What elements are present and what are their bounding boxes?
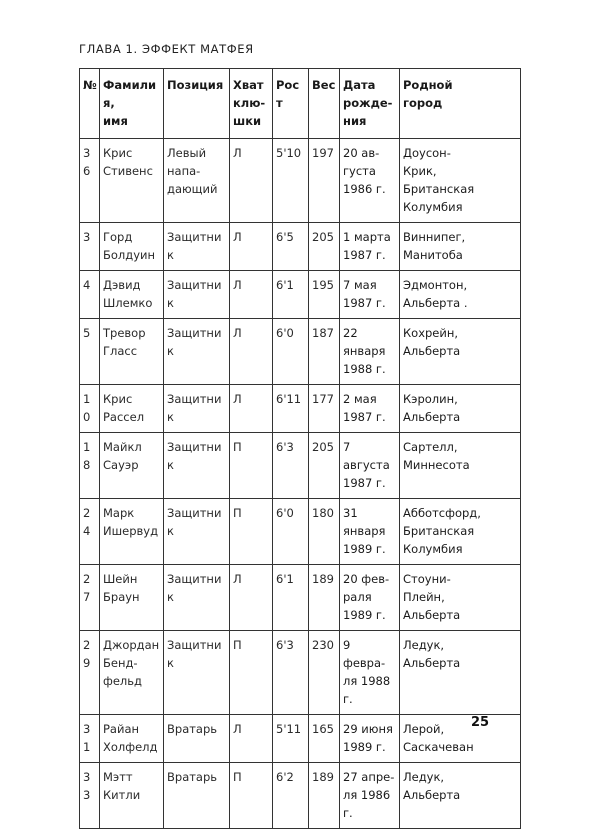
cell-birth-date: 9 февра- ля 1988 г. [340, 631, 400, 715]
table-row [80, 433, 521, 499]
cell-name: Дэвид Шлемко [100, 271, 164, 319]
cell-position: Вратарь [164, 715, 230, 763]
cell-weight: 205 [309, 433, 340, 499]
cell-birth-date: 29 июня 1989 г. [340, 715, 400, 763]
cell-height: 6'11 [273, 385, 309, 433]
cell-number: 27 [80, 565, 100, 631]
cell-birth-date: 7 августа 1987 г. [340, 433, 400, 499]
cell-number: 5 [80, 319, 100, 385]
table-row [80, 499, 521, 565]
cell-birth-date: 20 фев- раля 1989 г. [340, 565, 400, 631]
cell-stick-grip: П [230, 433, 273, 499]
roster-table [79, 68, 521, 829]
cell-hometown: Ледук, Альберта [400, 763, 521, 829]
table-row [80, 223, 521, 271]
cell-name: Горд Болдуин [100, 223, 164, 271]
cell-height: 5'10 [273, 139, 309, 223]
cell-name: Райан Холфелд [100, 715, 164, 763]
cell-stick-grip: Л [230, 715, 273, 763]
cell-height: 6'0 [273, 499, 309, 565]
cell-height: 6'1 [273, 271, 309, 319]
cell-position: Защитник [164, 319, 230, 385]
cell-position: Защитник [164, 499, 230, 565]
cell-height: 6'1 [273, 565, 309, 631]
cell-number: 36 [80, 139, 100, 223]
cell-hometown: Абботсфорд, Британская Колумбия [400, 499, 521, 565]
cell-hometown: Кохрейн, Альберта [400, 319, 521, 385]
cell-name: Марк Ишервуд [100, 499, 164, 565]
column-header-position: Позиция [164, 69, 230, 139]
cell-position: Защитник [164, 631, 230, 715]
table-row [80, 565, 521, 631]
cell-height: 6'3 [273, 433, 309, 499]
cell-name: Мэтт Китли [100, 763, 164, 829]
cell-number: 4 [80, 271, 100, 319]
table-row [80, 385, 521, 433]
cell-birth-date: 22 января 1988 г. [340, 319, 400, 385]
cell-weight: 177 [309, 385, 340, 433]
cell-number: 10 [80, 385, 100, 433]
column-header-hometown: Родной город [400, 69, 521, 139]
cell-weight: 165 [309, 715, 340, 763]
cell-birth-date: 27 апре- ля 1986 г. [340, 763, 400, 829]
cell-name: Джордан Бенд- фельд [100, 631, 164, 715]
cell-stick-grip: Л [230, 271, 273, 319]
cell-birth-date: 20 ав- густа 1986 г. [340, 139, 400, 223]
cell-position: Защитник [164, 223, 230, 271]
cell-number: 24 [80, 499, 100, 565]
cell-weight: 189 [309, 763, 340, 829]
cell-name: Майкл Сауэр [100, 433, 164, 499]
cell-stick-grip: П [230, 499, 273, 565]
cell-stick-grip: Л [230, 385, 273, 433]
cell-hometown: Кэролин, Альберта [400, 385, 521, 433]
table-row [80, 715, 521, 763]
cell-weight: 180 [309, 499, 340, 565]
cell-hometown: Лерой, Саскачеван [400, 715, 521, 763]
column-header-weight: Вес [309, 69, 340, 139]
cell-position: Защитник [164, 385, 230, 433]
cell-number: 29 [80, 631, 100, 715]
cell-height: 6'5 [273, 223, 309, 271]
table-row [80, 139, 521, 223]
cell-position: Защитник [164, 271, 230, 319]
cell-hometown: Виннипег, Манитоба [400, 223, 521, 271]
cell-hometown: Эдмонтон, Альберта . [400, 271, 521, 319]
cell-height: 6'2 [273, 763, 309, 829]
cell-stick-grip: Л [230, 223, 273, 271]
chapter-header: ГЛАВА 1. ЭФФЕКТ МАТФЕЯ [79, 42, 254, 56]
cell-birth-date: 31 января 1989 г. [340, 499, 400, 565]
cell-number: 33 [80, 763, 100, 829]
cell-position: Левый напа- дающий [164, 139, 230, 223]
cell-weight: 187 [309, 319, 340, 385]
cell-weight: 195 [309, 271, 340, 319]
table-row [80, 631, 521, 715]
cell-position: Вратарь [164, 763, 230, 829]
cell-stick-grip: П [230, 763, 273, 829]
cell-hometown: Сартелл, Миннесота [400, 433, 521, 499]
table-row [80, 271, 521, 319]
table-row [80, 319, 521, 385]
cell-birth-date: 1 марта 1987 г. [340, 223, 400, 271]
page-number: 25 [471, 715, 490, 730]
cell-name: Шейн Браун [100, 565, 164, 631]
cell-height: 6'0 [273, 319, 309, 385]
table-body [80, 139, 521, 829]
cell-weight: 230 [309, 631, 340, 715]
cell-birth-date: 7 мая 1987 г. [340, 271, 400, 319]
column-header-name: Фамилия, имя [100, 69, 164, 139]
cell-stick-grip: Л [230, 319, 273, 385]
cell-number: 3 [80, 223, 100, 271]
column-header-number: № [80, 69, 100, 139]
cell-height: 5'11 [273, 715, 309, 763]
cell-birth-date: 2 мая 1987 г. [340, 385, 400, 433]
table-header-row [80, 69, 521, 139]
table-row [80, 763, 521, 829]
cell-number: 31 [80, 715, 100, 763]
cell-position: Защитник [164, 565, 230, 631]
cell-stick-grip: П [230, 631, 273, 715]
column-header-height: Рост [273, 69, 309, 139]
column-header-stick-grip: Хват клю- шки [230, 69, 273, 139]
cell-name: Крис Рассел [100, 385, 164, 433]
cell-name: Тревор Гласс [100, 319, 164, 385]
cell-height: 6'3 [273, 631, 309, 715]
cell-stick-grip: Л [230, 139, 273, 223]
cell-stick-grip: Л [230, 565, 273, 631]
cell-weight: 189 [309, 565, 340, 631]
cell-hometown: Стоуни- Плейн, Альберта [400, 565, 521, 631]
cell-position: Защитник [164, 433, 230, 499]
cell-weight: 205 [309, 223, 340, 271]
column-header-birth-date: Дата рожде- ния [340, 69, 400, 139]
cell-name: Крис Стивенс [100, 139, 164, 223]
cell-hometown: Ледук, Альберта [400, 631, 521, 715]
cell-weight: 197 [309, 139, 340, 223]
cell-hometown: Доусон- Крик, Британская Колумбия [400, 139, 521, 223]
cell-number: 18 [80, 433, 100, 499]
